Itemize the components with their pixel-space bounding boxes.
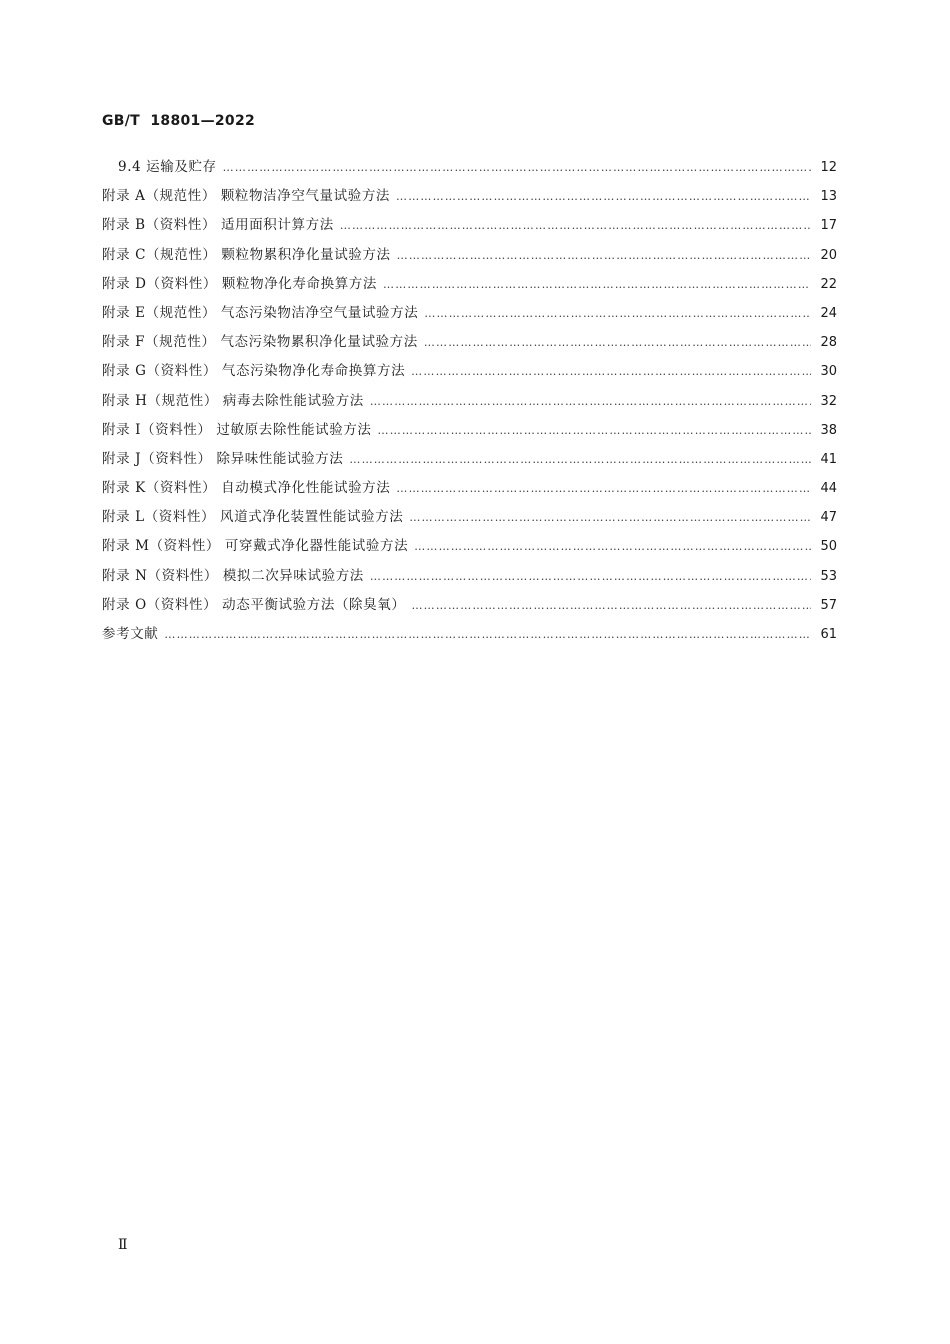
toc-dot-leader (223, 161, 811, 174)
toc-entry-page: 32 (820, 393, 837, 409)
toc-entry-page: 53 (820, 568, 837, 584)
toc-entry[interactable] (102, 301, 837, 330)
toc-entry-page: 17 (820, 218, 837, 234)
toc-entry[interactable] (102, 389, 837, 418)
toc-entry-page: 24 (820, 305, 837, 321)
toc-dot-leader (396, 190, 811, 203)
toc-entry[interactable] (102, 418, 837, 447)
toc-entry-page: 47 (820, 510, 837, 526)
toc-entry-page: 38 (820, 422, 837, 438)
toc-entry[interactable] (102, 447, 837, 476)
toc-entry[interactable] (102, 155, 837, 184)
toc-dot-leader (370, 570, 811, 583)
toc-entry-page: 13 (820, 189, 837, 205)
toc-dot-leader (424, 307, 811, 320)
toc-entry[interactable] (102, 505, 837, 534)
toc-entry-title: 附录 I（资料性） 过敏原去除性能试验方法 (102, 421, 372, 438)
toc-entry-title: 附录 E（规范性） 气态污染物洁净空气量试验方法 (102, 304, 419, 321)
toc-entry-page: 28 (820, 335, 837, 351)
toc-entry[interactable] (102, 272, 837, 301)
toc-entry[interactable] (102, 330, 837, 359)
toc-entry[interactable] (102, 593, 837, 622)
toc-dot-leader (370, 395, 811, 408)
toc-dot-leader (378, 424, 811, 437)
toc-entry[interactable] (102, 243, 837, 272)
toc-entry-page: 12 (820, 160, 837, 175)
toc-dot-leader (397, 249, 811, 262)
toc-dot-leader (396, 482, 811, 495)
toc-entry-title: 附录 B（资料性） 适用面积计算方法 (102, 217, 334, 234)
toc-dot-leader (411, 599, 811, 612)
toc-entry[interactable] (102, 476, 837, 505)
toc-entry-title: 附录 O（资料性） 动态平衡试验方法（除臭氧） (102, 596, 406, 613)
toc-entry-title: 附录 M（资料性） 可穿戴式净化器性能试验方法 (102, 538, 409, 555)
document-code: GB/T 18801—2022 (102, 113, 256, 129)
toc-entry-page: 44 (820, 481, 837, 497)
toc-entry-page: 41 (820, 451, 837, 467)
toc-dot-leader (424, 336, 811, 349)
toc-entry-title: 附录 F（规范性） 气态污染物累积净化量试验方法 (102, 334, 418, 351)
toc-entry-title: 附录 A（规范性） 颗粒物洁净空气量试验方法 (102, 188, 391, 205)
table-of-contents (102, 155, 837, 651)
toc-entry-page: 30 (820, 364, 837, 380)
toc-entry-title: 附录 J（资料性） 除异味性能试验方法 (102, 450, 344, 467)
toc-dot-leader (414, 540, 811, 553)
toc-entry-title: 附录 D（资料性） 颗粒物净化寿命换算方法 (102, 275, 378, 292)
toc-entry[interactable] (102, 184, 837, 213)
toc-entry[interactable] (102, 622, 837, 651)
toc-entry[interactable] (102, 213, 837, 242)
toc-entry-title: 参考文献 (102, 626, 159, 642)
toc-entry-title: 附录 L（资料性） 风道式净化装置性能试验方法 (102, 509, 404, 526)
toc-entry[interactable] (102, 359, 837, 388)
toc-entry-title: 附录 N（资料性） 模拟二次异味试验方法 (102, 567, 364, 584)
toc-entry-page: 20 (820, 247, 837, 263)
toc-dot-leader (411, 365, 811, 378)
toc-entry-title: 附录 C（规范性） 颗粒物累积净化量试验方法 (102, 246, 391, 263)
toc-entry-page: 61 (820, 627, 837, 642)
toc-dot-leader (164, 628, 811, 641)
toc-entry[interactable] (102, 534, 837, 563)
toc-dot-leader (340, 219, 811, 232)
toc-entry-title: 附录 K（资料性） 自动模式净化性能试验方法 (102, 480, 391, 497)
toc-dot-leader (409, 511, 811, 524)
toc-entry-page: 50 (820, 539, 837, 555)
toc-entry[interactable] (102, 564, 837, 593)
toc-entry-page: 57 (820, 597, 837, 613)
toc-dot-leader (349, 453, 811, 466)
toc-dot-leader (383, 278, 811, 291)
toc-entry-title: 9.4 运输及贮存 (118, 159, 217, 175)
toc-entry-page: 22 (820, 276, 837, 292)
toc-entry-title: 附录 G（资料性） 气态污染物净化寿命换算方法 (102, 363, 406, 380)
page-number: Ⅱ (118, 1237, 128, 1253)
toc-entry-title: 附录 H（规范性） 病毒去除性能试验方法 (102, 392, 364, 409)
